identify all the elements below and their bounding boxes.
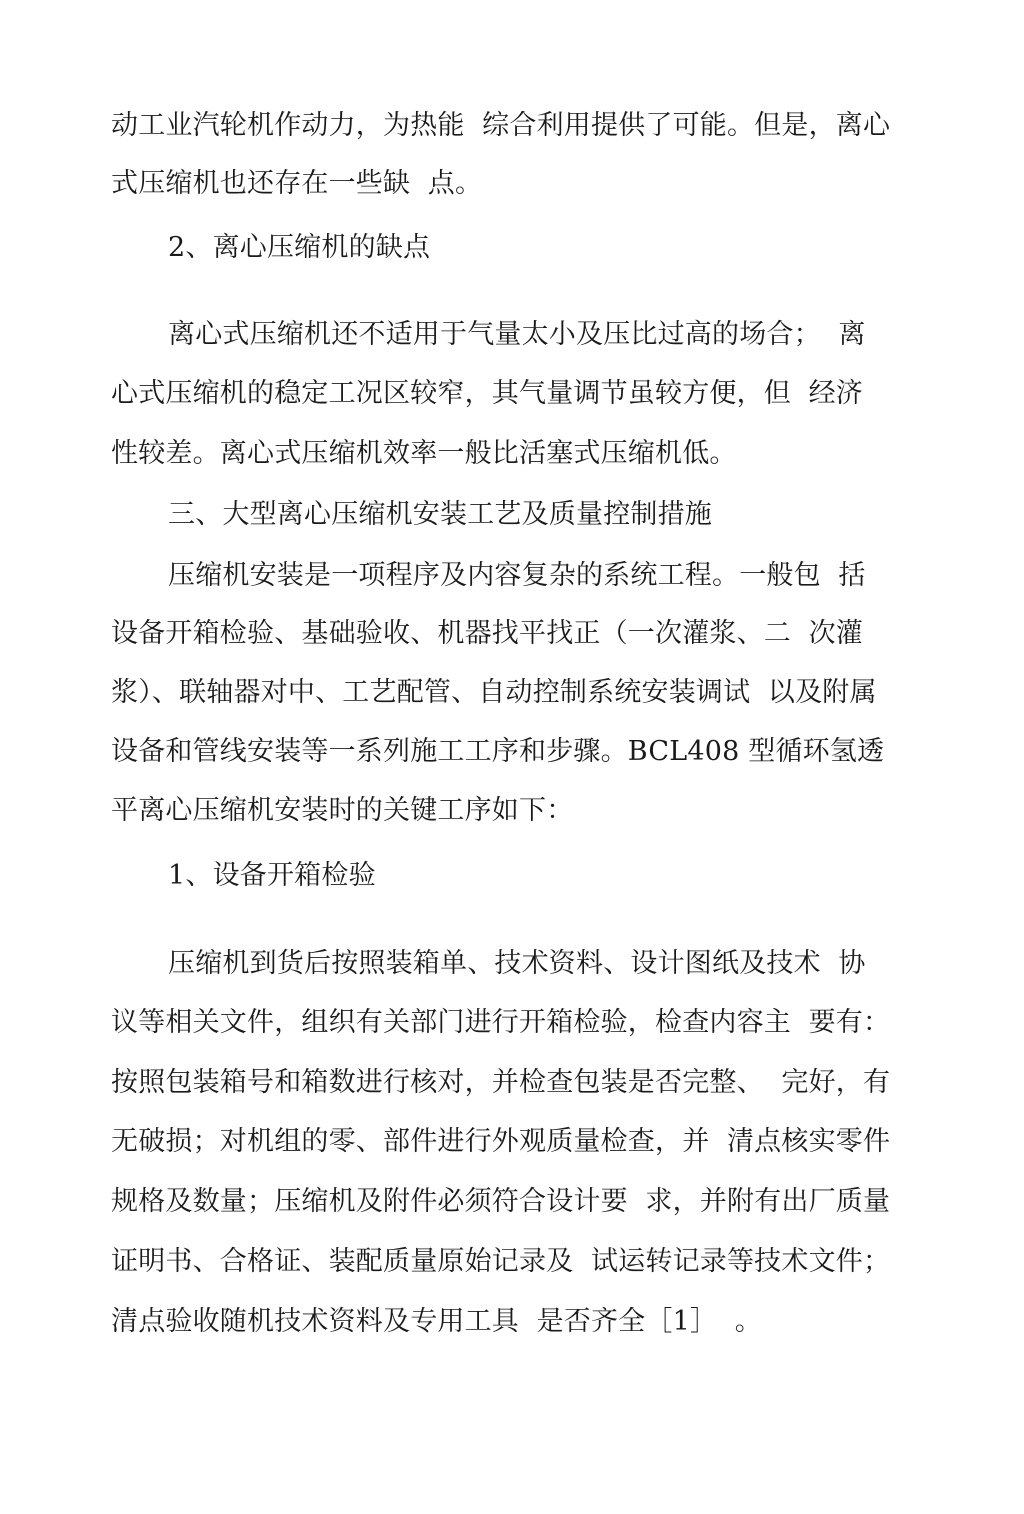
- section-heading: 2、离心压缩机的缺点: [168, 232, 431, 263]
- text-line: 心式压缩机的稳定工况区较窄，其气量调节虽较方便，但 经济: [111, 378, 863, 409]
- text-line: 清点验收随机技术资料及专用工具 是否齐全［1］ 。: [111, 1306, 762, 1337]
- text-line: 动工业汽轮机作动力，为热能 综合利用提供了可能。但是，离心: [111, 110, 891, 141]
- text-line: 性较差。离心式压缩机效率一般比活塞式压缩机低。: [111, 438, 737, 469]
- text-line: 按照包装箱号和箱数进行核对，并检查包装是否完整、 完好，有: [111, 1067, 891, 1098]
- section-heading: 三、大型离心压缩机安装工艺及质量控制措施: [168, 499, 712, 530]
- section-heading: 1、设备开箱检验: [168, 860, 376, 891]
- text-line: 设备开箱检验、基础验收、机器找平找正（一次灌浆、二 次灌: [111, 618, 863, 649]
- text-line: 证明书、合格证、装配质量原始记录及 试运转记录等技术文件；: [111, 1246, 891, 1277]
- text-line: 压缩机到货后按照装箱单、技术资料、设计图纸及技术 协: [168, 948, 866, 979]
- text-line: 式压缩机也还存在一些缺 点。: [111, 168, 483, 199]
- text-line: 议等相关文件，组织有关部门进行开箱检验，检查内容主 要有：: [111, 1007, 891, 1038]
- text-line: 浆）、联轴器对中、工艺配管、自动控制系统安装调试 以及附属: [111, 677, 877, 708]
- text-line: 压缩机安装是一项程序及内容复杂的系统工程。一般包 括: [168, 560, 866, 591]
- text-line: 无破损；对机组的零、部件进行外观质量检查，并 清点核实零件: [111, 1126, 891, 1157]
- text-line: 平离心压缩机安装时的关键工序如下：: [111, 795, 574, 826]
- text-line: 规格及数量；压缩机及附件必须符合设计要 求，并附有出厂质量: [111, 1186, 891, 1217]
- text-line: 离心式压缩机还不适用于气量太小及压比过高的场合； 离: [168, 319, 866, 350]
- text-line: 设备和管线安装等一系列施工工序和步骤。BCL408 型循环氢透: [111, 736, 885, 767]
